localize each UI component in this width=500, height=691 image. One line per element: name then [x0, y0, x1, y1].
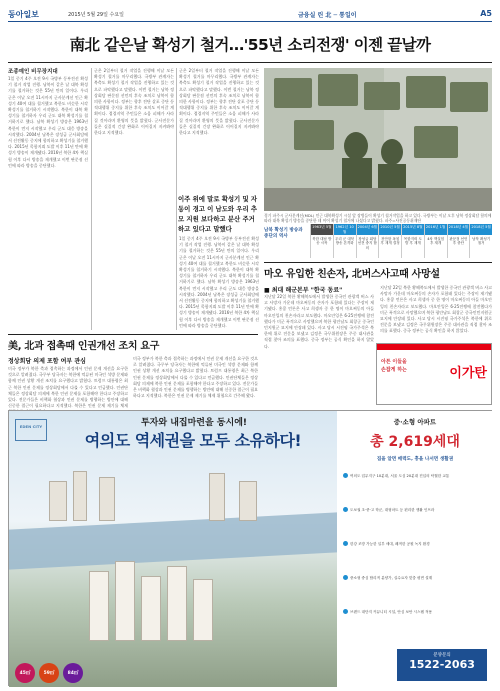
column-divider	[176, 68, 177, 330]
timeline-year: 2015년 8월	[402, 224, 424, 235]
bullet-icon	[343, 575, 348, 580]
ad-building	[73, 471, 87, 521]
ad-total-units: 총 2,619세대	[370, 434, 460, 450]
timeline-desc: 장성급 회담 선전 중지 합의	[357, 236, 377, 250]
article2-text-col1: 지난달 22일 북한 황해북도에서 발생한 중국인 관광객 버스 사고 사망자 가운데 마오쩌둥의 손자가 포함돼 있다는 주장이 제기됐다. 홍콩 언론은 사고 희생자 중 한 명이 마오쩌둥의 아들 마오안잉의 친손자라고 보도했다. 마오안잉은 6·25전쟁에 참전했다가 미군 폭격으로 사망했으며 북한 평안남도 회창군 중국인민지원군 묘지에 안장돼 있다. 사고 당시 시진핑 국가주석은 북한에 위로 전문을 보냈고 김정은 국무위원장은 주중 대사관을 직접 찾아 조의를 표했다. 중국 정부는 공식 확인을 하지 않았다.	[264, 294, 374, 349]
photo-caption: 경기 파주시 군사분계선(MDL) 인근 대북확성기 시설 앞 장병들이 확성기 철거작업을 하고 있다. 국방부는 이날 오후 남북 정상회담 합의에 따라 대북 확성기 방송을 중단한 데 이어 확성기 철거에 나섰다고 밝혔다. 파주=사진공동취재단	[264, 213, 492, 223]
ad-feature-text: 브랜드 대단지 커뮤니티 시설, 안심 보안 시스템 적용	[350, 610, 433, 614]
article2-text-col2: 지난달 22일 북한 황해북도에서 발생한 중국인 관광객 버스 사고 사망자 가운데 마오쩌둥의 손자가 포함돼 있다는 주장이 제기됐다. 홍콩 언론은 사고 희생자 중 한 명이 마오쩌둥의 아들 마오안잉의 친손자라고 보도했다. 마오안잉은 6·25전쟁에 참전했다가 미군 폭격으로 사망했으며 북한 평안남도 회창군 중국인민지원군 묘지에 안장돼 있다. 사고 당시 시진핑 국가주석은 북한에 위로 전문을 보냈고 김정은 국무위원장은 주중 대사관을 직접 찾아 조의를 표했다. 중국 정부는 공식 확인을 하지 않았다.	[380, 285, 492, 334]
section-name: 금융실 린 北 ─ 통일이	[298, 12, 357, 19]
timeline-desc: 천안함 폭침 후 재개 결정	[380, 236, 400, 246]
ad-complex-building	[115, 561, 135, 641]
article3-rule	[8, 334, 258, 335]
timeline-item	[447, 224, 470, 258]
ad-phone-label: 분양문의	[433, 653, 451, 658]
ad-complex-building	[193, 579, 213, 641]
ad-right-top: 중·소형 아파트	[393, 418, 437, 426]
ad-feature-text: 한강 조망 가능한 일부 세대, 쾌적한 공원 녹지 환경	[350, 542, 430, 546]
timeline-item	[310, 224, 333, 258]
ad-headline-big: 여의도 역세권을 모두 소유하다!	[84, 431, 302, 450]
ad-feature-text: 여의도 업무지구 10분대, 서울 도심 20분대 진입의 탁월한 교통	[350, 474, 450, 478]
timeline-item	[356, 224, 379, 258]
column-divider	[91, 68, 92, 330]
ad-visual	[9, 411, 337, 687]
ad-building	[239, 481, 257, 521]
mini-ad-igatan[interactable]	[376, 343, 492, 405]
timeline-year: 1963년 5월	[311, 224, 333, 235]
size-badge-45: 45㎡	[15, 663, 35, 683]
mini-ad-copy	[381, 358, 407, 374]
ad-building	[99, 477, 115, 521]
newspaper-logo: 동아일보	[8, 10, 39, 19]
timeline	[310, 224, 492, 258]
mini-ad-line2: 손잡게 하는	[381, 367, 407, 373]
timeline-year: 1962년 10월	[335, 224, 354, 234]
article2-subhead: ■ 최대 해군본부 "한국 동료"	[264, 287, 343, 294]
size-badge-59: 59㎡	[39, 663, 59, 683]
page-number: A5	[480, 9, 492, 18]
mini-ad-bar	[377, 344, 491, 350]
timeline-desc: 4차 핵실험 후 재개	[427, 236, 445, 246]
bullet-icon	[343, 541, 348, 546]
ad-right-sub: 집을 알면 매력도, 흥을 나서면 생활권	[376, 457, 454, 462]
apartment-advertisement[interactable]	[8, 410, 492, 686]
bullet-icon	[343, 473, 348, 478]
ad-logo: EDEN CITY	[15, 419, 47, 441]
ad-feature-text: 중소형 중심 합리적 분양가, 실수요자 맞춤 평면 설계	[350, 576, 433, 580]
timeline-item	[424, 224, 447, 258]
timeline-item	[333, 224, 356, 258]
timeline-desc: 우리 군 대북 방송 본격화	[335, 236, 355, 246]
article1-text-col1: 1일 중기 4주 오전 9시 국방부 동부전선 확성기 철거 작업 진행. 남북이 같은 날 대북 확성기를 철거하는 것은 55년 만의 일이다. 우리 군은 이날 오전 11시까지 군사분계선 인근 확성기 40여 대를 철거했고 북한도 비슷한 시각 확성기를 철거하기 시작했다. 북한이 대북 확성기를 철거하자 우리 군도 대북 확성기를 철거하기로 했다. 남북 확성기 방송은 1963년 북한이 먼저 시작했고 우리 군도 대응 방송을 시작했다. 2004년 남북은 장성급 군사회담에서 선전활동 중지에 합의하고 확성기를 철거했다. 2015년 목함지뢰 도발 이후 11년 만에 확성기 방송이 재개됐다. 2016년 북한 4차 핵실험 이후 다시 방송을 재개했고 이번 판문점 선언에 따라 방송을 중단했다.	[8, 76, 88, 168]
news-photo	[264, 68, 492, 211]
issue-date: 2015년 5월 29일 수요일	[68, 12, 125, 18]
timeline-desc: 목함지뢰 도발 후 재개	[403, 236, 422, 246]
article1-byline: 조종예인 비무장지대	[8, 69, 58, 75]
article1-text-col2: 군은 2일부터 철거 작업을 진행해 이날 모든 확성기 철거를 마무리했다. 국방부 관계자는 북측도 확성기 철거 작업을 진행하고 있는 것으로 파악했다고 말했다. 이번 철거는 남북 정상회담 판문점 선언의 후속 조치로 남북이 합의한 사항이다. 정부는 향후 전단 살포 중단 등 적대행위 중지를 위한 후속 조치도 이어갈 계획이다. 접경지역 주민들은 소음 피해가 사라질 것이라며 환영의 뜻을 밝혔다. 군사전문가들은 실질적 긴장 완화로 이어질지 지켜봐야 한다고 지적했다.	[94, 68, 174, 136]
ad-feature-item	[343, 541, 489, 547]
timeline-year: 2010년 5월	[379, 224, 401, 235]
ad-headline-small: 투자와 내집마련을 동시에!	[140, 418, 247, 428]
ad-feature-text: 도보권 초·중·고 학군, 대형마트 등 편리한 생활 인프라	[350, 508, 435, 512]
bullet-icon	[343, 609, 348, 614]
bullet-icon	[343, 507, 348, 512]
ad-feature-item	[343, 507, 489, 513]
ad-feature-item	[343, 575, 489, 581]
timeline-year: 2016년 1월	[425, 224, 447, 235]
ad-building	[49, 481, 67, 521]
ad-complex-building	[167, 566, 187, 641]
timeline-year: 2018년 4월	[448, 224, 470, 235]
headline-rule	[8, 62, 492, 63]
timeline-item	[469, 224, 492, 258]
timeline-year: 2018년 5월	[470, 224, 492, 235]
pullquote: 이주 위에 말로 확성기 및 자동이 경고 이 남도와 우리 추모 지원 보다하고 분산 주거하고 있다고 말했다	[178, 195, 258, 233]
ad-phone-number: 1522-2063	[409, 658, 475, 671]
mini-ad-brand: 이가탄	[449, 366, 487, 381]
ad-complex-building	[141, 576, 161, 641]
article3-text-col2: 미국 정부가 북한 측과 접촉하는 과정에서 인권 문제 개선을 요구한 것으로 알려졌다. 국무부 당국자는 북한에 억류된 미국인 석방 문제와 함께 인권 상황 개선 조치를 요구했다고 밝혔다. 트럼프 대통령은 최근 북한 인권 문제를 정상회담에서 다룰 수 있다고 언급했다. 인권단체들은 정상회담 의제에 북한 인권 문제를 포함해야 한다고 주장하고 있다. 전문가들은 비핵화 협상과 인권 문제를 병행하는 방안에 대해 신중한 접근이 필요하다고 지적했다. 북한은 인권 문제 제기를 체제 위협으로 간주해 왔다.	[133, 356, 258, 399]
timeline-year: 2004년 6월	[357, 224, 379, 235]
mini-ad-line1: 아픈 이들을	[381, 359, 407, 365]
ad-complex-building	[89, 571, 109, 641]
article2-title: 마오 유입한 친손자, 北버스사고때 사망설	[264, 269, 440, 280]
timeline-desc: 판문점 선언 후 중단	[449, 236, 468, 246]
article2-rule	[264, 262, 492, 263]
article3-subhead: 정상회담 의제 포함 여부 관심	[8, 358, 86, 365]
timeline-label: 남북 확성기 방송과 중단의 역사	[264, 228, 303, 239]
article3-title: 美, 北과 접촉때 인권개선 조치 요구	[8, 341, 160, 352]
timeline-desc: 북한 대남 방송 시작	[312, 236, 332, 246]
ad-building	[209, 473, 225, 521]
size-badge-84: 84㎡	[63, 663, 83, 683]
photo-soldiers-speakers	[264, 68, 492, 211]
timeline-item	[401, 224, 424, 258]
timeline-desc: 남북 확성기 철거	[472, 236, 491, 246]
ad-feature-item	[343, 609, 489, 615]
ad-info-panel	[337, 411, 493, 687]
masthead	[8, 8, 492, 22]
main-headline: 南北 같은날 확성기 철거…'55년 소리전쟁' 이젠 끝날까	[69, 36, 431, 54]
ad-feature-item	[343, 473, 489, 479]
article1-text-col3b: 1일 중기 4주 오전 9시 국방부 동부전선 확성기 철거 작업 진행. 남북이 같은 날 대북 확성기를 철거하는 것은 55년 만의 일이다. 우리 군은 이날 오전 11시까지 군사분계선 인근 확성기 40여 대를 철거했고 북한도 비슷한 시각 확성기를 철거하기 시작했다. 북한이 대북 확성기를 철거하자 우리 군도 대북 확성기를 철거하기로 했다. 남북 확성기 방송은 1963년 북한이 먼저 시작했고 우리 군도 대응 방송을 시작했다. 2004년 남북은 장성급 군사회담에서 선전활동 중지에 합의하고 확성기를 철거했다. 2015년 목함지뢰 도발 이후 11년 만에 확성기 방송이 재개됐다. 2016년 북한 4차 핵실험 이후 다시 방송을 재개했고 이번 판문점 선언에 따라 방송을 중단했다.	[179, 236, 259, 328]
article1-text-col3: 군은 2일부터 철거 작업을 진행해 이날 모든 확성기 철거를 마무리했다. 국방부 관계자는 북측도 확성기 철거 작업을 진행하고 있는 것으로 파악했다고 말했다. 이번 철거는 남북 정상회담 판문점 선언의 후속 조치로 남북이 합의한 사항이다. 정부는 향후 전단 살포 중단 등 적대행위 중지를 위한 후속 조치도 이어갈 계획이다. 접경지역 주민들은 소음 피해가 사라질 것이라며 환영의 뜻을 밝혔다. 군사전문가들은 실질적 긴장 완화로 이어질지 지켜봐야 한다고 지적했다.	[179, 68, 259, 136]
article3-text-col1: 미국 정부가 북한 측과 접촉하는 과정에서 인권 문제 개선을 요구한 것으로 알려졌다. 국무부 당국자는 북한에 억류된 미국인 석방 문제와 함께 인권 상황 개선 조치를 요구했다고 밝혔다. 트럼프 대통령은 최근 북한 인권 문제를 정상회담에서 다룰 수 있다고 언급했다. 인권단체들은 정상회담 의제에 북한 인권 문제를 포함해야 한다고 주장하고 있다. 전문가들은 비핵화 협상과 인권 문제를 병행하는 방안에 대해 신중한 접근이 필요하다고 지적했다. 북한은 인권 문제 제기를 체제	[8, 366, 128, 409]
timeline-item	[378, 224, 401, 258]
ad-phone-box[interactable]	[397, 649, 487, 681]
